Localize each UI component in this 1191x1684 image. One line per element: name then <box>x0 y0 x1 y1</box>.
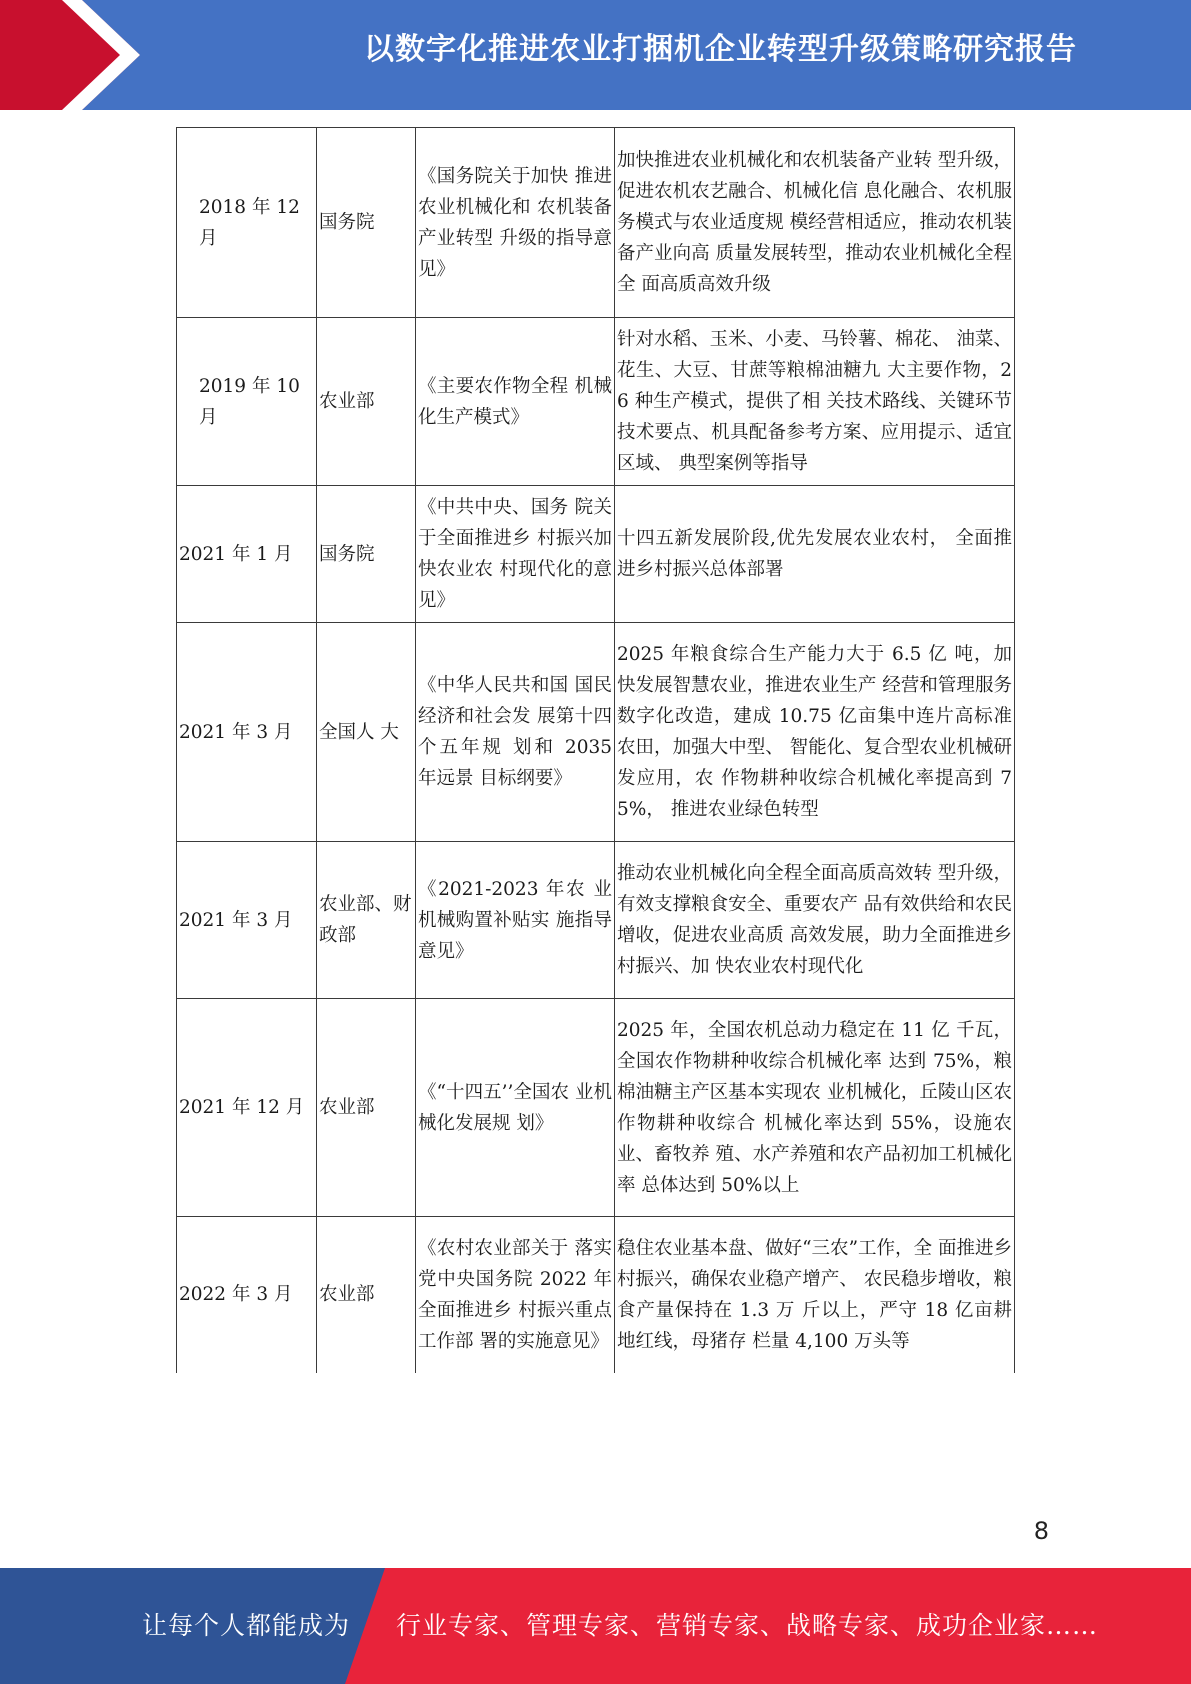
table-row <box>177 623 1015 842</box>
agency-cell: 国务院 <box>317 486 416 623</box>
table-row <box>177 318 1015 486</box>
table-row <box>177 1217 1015 1373</box>
report-footer <box>0 1568 1191 1684</box>
table-row <box>177 842 1015 999</box>
policy-table <box>176 127 1015 1373</box>
agency-cell: 农业部、财政部 <box>317 842 416 999</box>
table-row <box>177 999 1015 1217</box>
document-cell: 《中共中央、国务 院关于全面推进乡 村振兴加快农业农 村现代化的意见》 <box>416 486 615 623</box>
agency-cell: 国务院 <box>317 128 416 318</box>
content-cell: 2025 年，全国农机总动力稳定在 11 亿 千瓦，全国农作物耕种收综合机械化率 达到 75%，粮棉油糖主产区基本实现农 业机械化，丘陵山区农作物耕种收综合 机械化率达到 55%，设施农业、畜牧养 殖、水产养殖和农产品初加工机械化率 总体达到 50%以上 <box>615 999 1015 1217</box>
page-number: 8 <box>1033 1517 1049 1545</box>
content-cell: 十四五新发展阶段,优先发展农业农村， 全面推进乡村振兴总体部署 <box>615 486 1015 623</box>
chevron-arrow-icon <box>0 0 160 110</box>
agency-cell: 农业部 <box>317 999 416 1217</box>
document-cell: 《中华人民共和国 国民经济和社会发 展第十四个五年规 划和 2035 年远景 目标纲要》 <box>416 623 615 842</box>
date-cell: 2021 年 1 月 <box>177 486 317 623</box>
document-cell: 《国务院关于加快 推进农业机械化和 农机装备产业转型 升级的指导意见》 <box>416 128 615 318</box>
content-cell: 2025 年粮食综合生产能力大于 6.5 亿 吨，加快发展智慧农业，推进农业生产 经营和管理服务数字化改造，建成 10.75 亿亩集中连片高标准农田，加强大中型、 智能化、复合型农业机械研发应用，农 作物耕种收综合机械化率提高到 75%， 推进农业绿色转型 <box>615 623 1015 842</box>
content-cell: 稳住农业基本盘、做好“三农”工作，全 面推进乡村振兴，确保农业稳产增产、 农民稳步增收，粮食产量保持在 1.3 万 斤以上，严守 18 亿亩耕地红线，母猪存 栏量 4,100 万头等 <box>615 1217 1015 1373</box>
date-cell: 2019 年 10 月 <box>177 318 317 486</box>
date-cell: 2021 年 3 月 <box>177 842 317 999</box>
agency-cell: 全国人 大 <box>317 623 416 842</box>
date-cell: 2022 年 3 月 <box>177 1217 317 1373</box>
agency-cell: 农业部 <box>317 1217 416 1373</box>
date-cell: 2021 年 3 月 <box>177 623 317 842</box>
table-row <box>177 128 1015 318</box>
content-cell: 加快推进农业机械化和农机装备产业转 型升级，促进农机农艺融合、机械化信 息化融合、农机服务模式与农业适度规 模经营相适应，推动农机装备产业向高 质量发展转型，推动农业机械化全程全 面高质高效升级 <box>615 128 1015 318</box>
table-row <box>177 486 1015 623</box>
report-header <box>0 0 1191 110</box>
date-cell: 2018 年 12 月 <box>177 128 317 318</box>
date-cell: 2021 年 12 月 <box>177 999 317 1217</box>
document-cell: 《农村农业部关于 落实党中央国务院 2022 年全面推进乡 村振兴重点工作部 署的实施意见》 <box>416 1217 615 1373</box>
footer-slogan-left: 让每个人都能成为 <box>142 1611 351 1640</box>
document-cell: 《2021-2023 年农 业机械购置补贴实 施指导意见》 <box>416 842 615 999</box>
content-cell: 针对水稻、玉米、小麦、马铃薯、棉花、 油菜、花生、大豆、甘蔗等粮棉油糖九 大主要作物，26 种生产模式，提供了相 关技术路线、关键环节技术要点、机具配备参考方案、应用提示、适宜区域、 典型案例等指导 <box>615 318 1015 486</box>
report-title: 以数字化推进农业打捆机企业转型升级策略研究报告 <box>364 32 1077 67</box>
content-cell: 推动农业机械化向全程全面高质高效转 型升级，有效支撑粮食安全、重要农产 品有效供给和农民增收，促进农业高质 高效发展，助力全面推进乡村振兴、加 快农业农村现代化 <box>615 842 1015 999</box>
document-cell: 《“十四五’’全国农 业机械化发展规 划》 <box>416 999 615 1217</box>
footer-slogan-right: 行业专家、管理专家、营销专家、战略专家、成功企业家…… <box>396 1611 1099 1640</box>
document-cell: 《主要农作物全程 机械化生产模式》 <box>416 318 615 486</box>
agency-cell: 农业部 <box>317 318 416 486</box>
